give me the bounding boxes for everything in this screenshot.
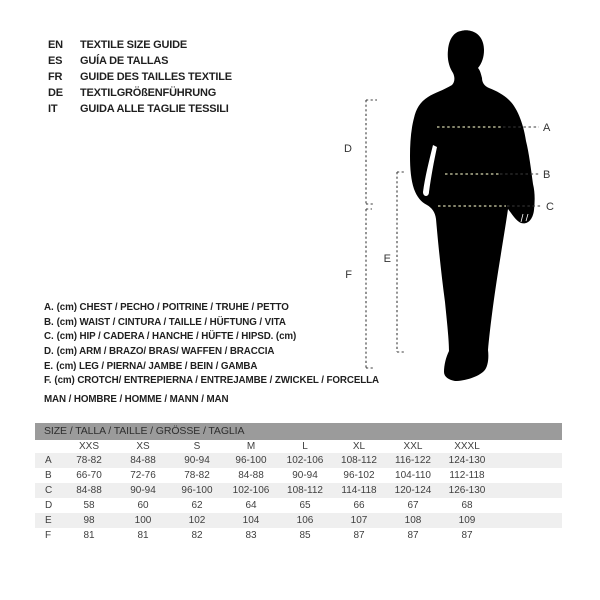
- chest-label: A: [543, 122, 551, 134]
- lang-title: GUÍA DE TALLAS: [80, 55, 169, 67]
- lang-code: ES: [48, 55, 63, 67]
- cell: 107: [350, 515, 368, 526]
- table-row-crotch: [35, 528, 562, 543]
- table-row-arm: [35, 498, 562, 513]
- lang-title: TEXTILE SIZE GUIDE: [80, 39, 188, 51]
- cell: 114-118: [341, 485, 377, 496]
- legend-text: (cm) HIP / CADERA / HANCHE / HÜFTE / HIPSD. (cm): [56, 331, 297, 343]
- cell: 67: [407, 500, 419, 511]
- lang-code: DE: [48, 87, 63, 99]
- cell: 82: [191, 530, 203, 541]
- cell: 81: [137, 530, 149, 541]
- column-header-xxl: XXL: [403, 441, 423, 452]
- cell: 85: [299, 530, 311, 541]
- cell: 98: [83, 515, 95, 526]
- crotch-label: F: [345, 269, 352, 281]
- column-header-s: S: [193, 441, 201, 452]
- cell: 96-102: [343, 470, 375, 481]
- cell: 104: [242, 515, 260, 526]
- size-table-header-row: [35, 440, 562, 453]
- cell: 60: [137, 500, 149, 511]
- cell: 102-106: [286, 455, 324, 466]
- cell: 84-88: [130, 455, 156, 466]
- cell: 62: [191, 500, 203, 511]
- cell: 109: [458, 515, 476, 526]
- column-header-xs: XS: [136, 441, 150, 452]
- man-silhouette: [410, 30, 535, 381]
- legend-text: (cm) LEG / PIERNA/ JAMBE / BEIN / GAMBA: [56, 360, 258, 372]
- row-label: B: [45, 470, 52, 481]
- column-header-xxs: XXS: [78, 441, 99, 452]
- cell: 102-106: [232, 485, 270, 496]
- cell: 106: [296, 515, 314, 526]
- lang-code: FR: [48, 71, 63, 83]
- cell: 87: [461, 530, 473, 541]
- cell: 84-88: [76, 485, 102, 496]
- cell: 96-100: [235, 455, 267, 466]
- cell: 108: [404, 515, 422, 526]
- cell: 83: [245, 530, 257, 541]
- cell: 90-94: [184, 455, 210, 466]
- cell: 66: [353, 500, 365, 511]
- table-row-waist: [35, 468, 562, 483]
- legend-key: F.: [44, 375, 52, 387]
- cell: 78-82: [184, 470, 210, 481]
- cell: 104-110: [395, 470, 431, 481]
- cell: 126-130: [448, 485, 486, 496]
- cell: 120-124: [394, 485, 432, 496]
- cell: 84-88: [238, 470, 264, 481]
- cell: 68: [461, 500, 473, 511]
- table-row-leg: [35, 513, 562, 528]
- cell: 108-112: [341, 455, 377, 466]
- cell: 58: [83, 500, 95, 511]
- cell: 100: [134, 515, 152, 526]
- cell: 124-130: [448, 455, 486, 466]
- lang-title: TEXTILGRÖßENFÜHRUNG: [80, 87, 217, 99]
- cell: 72-76: [130, 470, 156, 481]
- cell: 64: [245, 500, 257, 511]
- column-header-xxxl: XXXL: [454, 441, 480, 452]
- legend-key: D.: [44, 346, 54, 358]
- gender-line: MAN / HOMBRE / HOMME / MANN / MAN: [44, 394, 229, 405]
- legend-key: A.: [44, 302, 54, 313]
- hip-label: C: [546, 201, 554, 213]
- column-header-m: M: [246, 441, 256, 452]
- size-table-title: SIZE / TALLA / TAILLE / GRÖSSE / TAGLIA: [35, 423, 562, 440]
- cell: 66-70: [76, 470, 102, 481]
- column-header-l: L: [302, 441, 308, 452]
- leg-label: E: [383, 253, 391, 265]
- row-label: C: [45, 485, 53, 496]
- table-row-hip: [35, 483, 562, 498]
- lang-title: GUIDA ALLE TAGLIE TESSILI: [80, 103, 229, 115]
- lang-code: IT: [48, 103, 58, 115]
- legend-key: E.: [44, 360, 54, 372]
- lang-code: EN: [48, 39, 63, 51]
- legend-text: (cm) WAIST / CINTURA / TAILLE / HÜFTUNG / VITA: [56, 316, 286, 328]
- waist-label: B: [543, 169, 551, 181]
- cell: 102: [188, 515, 206, 526]
- cell: 96-100: [181, 485, 213, 496]
- column-header-xl: XL: [352, 441, 366, 452]
- arm-label: D: [344, 143, 352, 155]
- legend-key: C.: [44, 331, 54, 343]
- size-table: [35, 423, 562, 543]
- legend-text: (cm) CHEST / PECHO / POITRINE / TRUHE / PETTO: [56, 302, 289, 313]
- table-row-chest: [35, 453, 562, 468]
- lang-title: GUIDE DES TAILLES TEXTILE: [80, 71, 232, 83]
- cell: 116-122: [395, 455, 431, 466]
- cell: 78-82: [76, 455, 102, 466]
- cell: 112-118: [449, 470, 485, 481]
- legend-key: B.: [44, 316, 54, 328]
- row-label: F: [45, 530, 52, 541]
- cell: 87: [407, 530, 419, 541]
- row-label: D: [45, 500, 53, 511]
- cell: 90-94: [292, 470, 318, 481]
- cell: 65: [299, 500, 311, 511]
- legend-text: (cm) CROTCH/ ENTREPIERNA / ENTREJAMBE / ZWICKEL / FORCELLA: [54, 375, 380, 387]
- cell: 90-94: [130, 485, 156, 496]
- row-label: E: [45, 515, 52, 526]
- cell: 87: [353, 530, 365, 541]
- legend-text: (cm) ARM / BRAZO/ BRAS/ WAFFEN / BRACCIA: [56, 346, 275, 358]
- cell: 108-112: [287, 485, 323, 496]
- row-label: A: [45, 455, 52, 466]
- cell: 81: [83, 530, 95, 541]
